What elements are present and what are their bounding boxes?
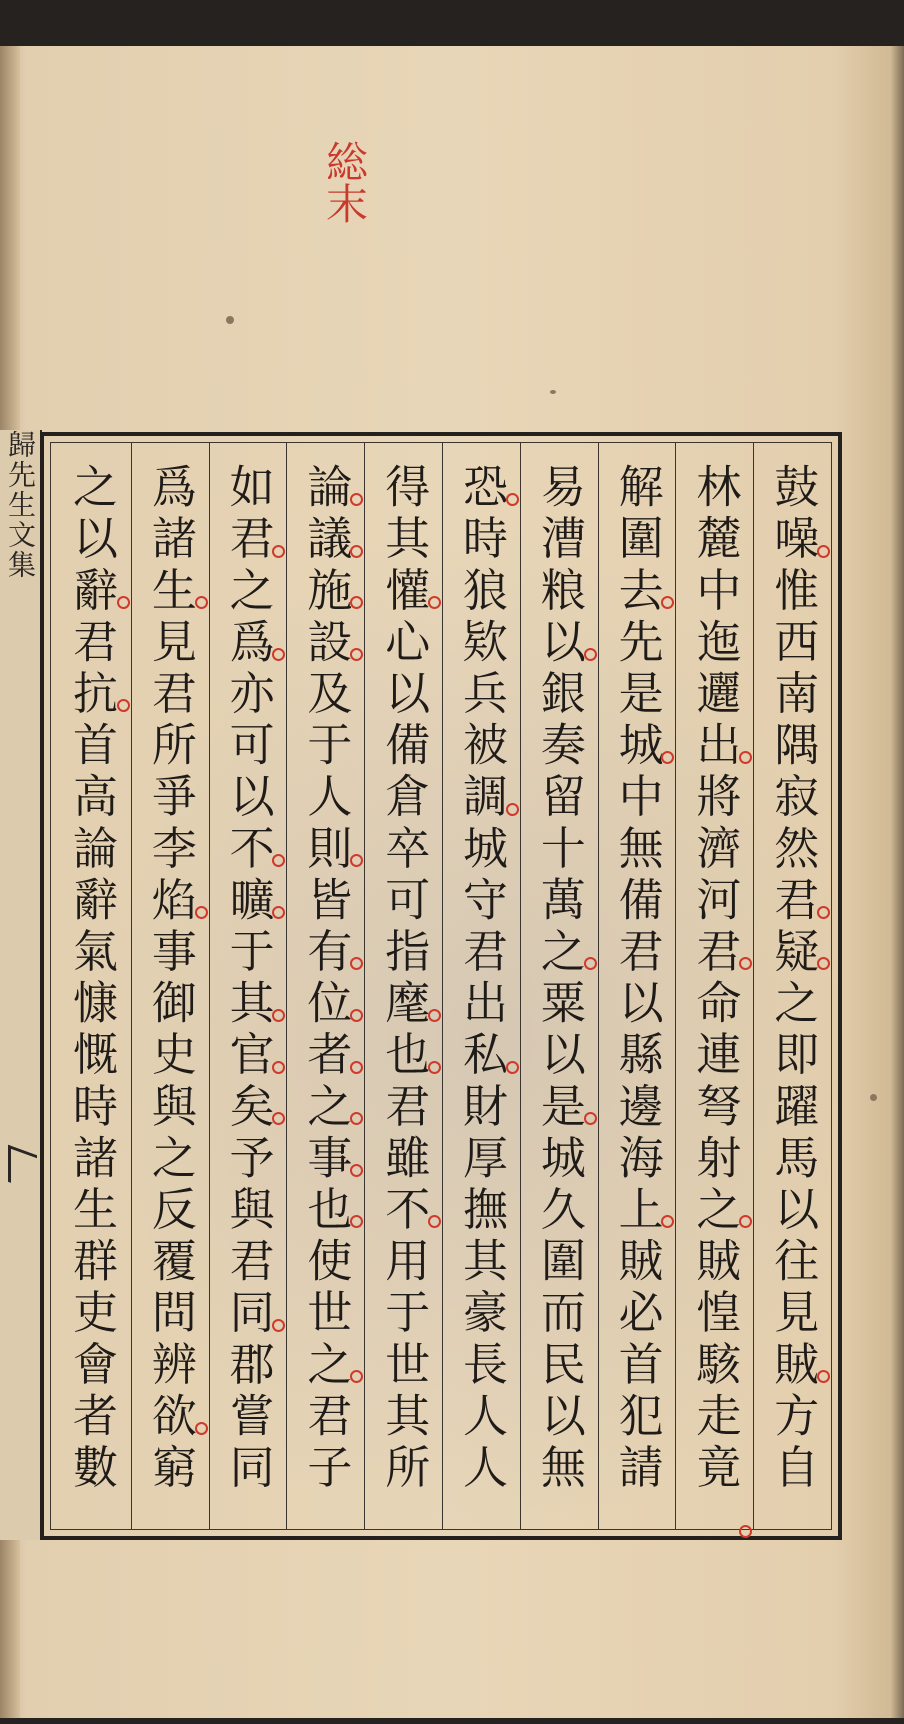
margin-spine — [0, 430, 42, 1540]
scan-background-bottom — [0, 1718, 904, 1724]
reading-mark-circle — [506, 1061, 519, 1074]
reading-mark-circle — [272, 545, 285, 558]
ink-spot — [550, 390, 556, 394]
column-text: 爲諸生見君所爭李焰事御史與之反覆問辨欲窮 — [143, 463, 197, 1495]
text-block-frame — [50, 442, 832, 1530]
column-text: 鼓噪惟西南隅寂然君疑之即躍馬以往見賊方自 — [766, 463, 820, 1495]
column-text: 易漕粮以銀奏留十萬之粟以是城久圍而民以無 — [532, 463, 586, 1495]
reading-mark-circle — [817, 545, 830, 558]
reading-mark-circle — [428, 1061, 441, 1074]
reading-mark-circle — [195, 1422, 208, 1435]
column-text: 恐時狼欵兵被調城守君出私財厚撫其豪長人人 — [455, 463, 509, 1495]
reading-mark-circle — [506, 493, 519, 506]
text-column — [442, 443, 520, 1529]
margin-book-title: 歸先生文集 — [4, 430, 37, 580]
reading-mark-circle — [584, 1112, 597, 1125]
reading-mark-circle — [584, 957, 597, 970]
reading-mark-circle — [428, 1009, 441, 1022]
reading-mark-circle — [350, 1164, 363, 1177]
column-text: 之以辭君抗首高論辭氣慷慨時諸生群吏會者數 — [65, 463, 119, 1495]
reading-mark-circle — [350, 545, 363, 558]
page-edge-right — [890, 46, 904, 1718]
text-column — [520, 443, 598, 1529]
reading-mark-circle — [350, 648, 363, 661]
ink-spot — [226, 316, 234, 324]
red-annotation-stamp: 総末 — [320, 140, 369, 224]
text-column — [753, 443, 831, 1529]
text-block — [40, 432, 842, 1540]
reading-mark-circle — [739, 1525, 752, 1538]
reading-mark-circle — [350, 1061, 363, 1074]
column-text: 解圍去先是城中無備君以縣邊海上賊必首犯請 — [610, 463, 664, 1495]
text-column — [675, 443, 753, 1529]
text-column — [209, 443, 287, 1529]
reading-mark-circle — [272, 1061, 285, 1074]
reading-mark-circle — [817, 906, 830, 919]
column-text: 林麓中迤邐出將濟河君命連弩射之賊惶駭走竟 — [688, 463, 742, 1495]
scan-background-top — [0, 0, 904, 46]
column-text: 如君之爲亦可以不曠于其官矣予與君同郡嘗同 — [221, 463, 275, 1495]
fish-tail-mark-icon — [8, 1145, 37, 1193]
ink-spot — [870, 1094, 877, 1101]
reading-mark-circle — [272, 1319, 285, 1332]
reading-mark-circle — [117, 596, 130, 609]
reading-mark-circle — [584, 648, 597, 661]
reading-mark-circle — [506, 803, 519, 816]
column-text: 論議施設及于人則皆有位者之事也使世之君子 — [299, 463, 353, 1495]
reading-mark-circle — [195, 596, 208, 609]
reading-mark-circle — [195, 906, 208, 919]
column-text: 得其懽心以備倉卒可指麾也君雖不用于世其所 — [377, 463, 431, 1495]
